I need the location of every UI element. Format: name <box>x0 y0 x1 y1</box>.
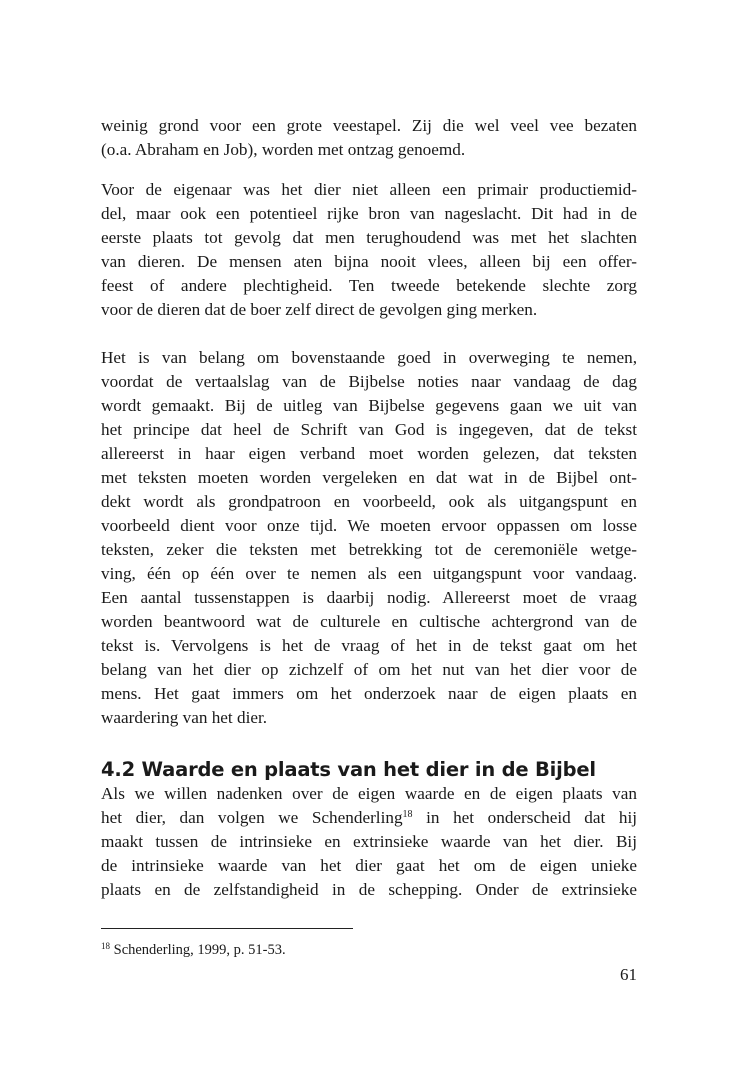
text-line: Voor de eigenaar was het dier niet alleen een primair productiemid- <box>101 180 637 199</box>
text-line: voor de dieren dat de boer zelf direct de gevolgen ging merken. <box>101 300 538 319</box>
paragraph-1 <box>101 114 637 162</box>
text-line: allereerst in haar eigen verband moet worden gelezen, dat teksten <box>101 444 637 463</box>
text-line: Als we willen nadenken over de eigen waarde en de eigen plaats van <box>101 784 637 803</box>
text-line: voordat de vertaalslag van de Bijbelse noties naar vandaag de dag <box>101 372 637 391</box>
text-line: eerste plaats tot gevolg dat men terughoudend was met het slachten <box>101 228 637 247</box>
footnote-text: Schenderling, 1999, p. 51-53. <box>110 942 286 958</box>
footnote-number: 18 <box>101 941 110 951</box>
text-line: (o.a. Abraham en Job), worden met ontzag genoemd. <box>101 140 466 159</box>
text-line: ving, één op één over te nemen als een uitgangspunt voor vandaag. <box>101 564 637 583</box>
text-line: waardering van het dier. <box>101 708 268 727</box>
footnote-divider <box>101 928 353 929</box>
text-line: maakt tussen de intrinsieke en extrinsieke waarde van het dier. Bij <box>101 832 637 851</box>
text-run: in het onderscheid dat hij <box>412 808 637 827</box>
footnote-ref[interactable]: 18 <box>402 809 413 820</box>
text-line: wordt gemaakt. Bij de uitleg van Bijbelse gegevens gaan we uit van <box>101 396 637 415</box>
text-line: het principe dat heel de Schrift van God is ingegeven, dat de tekst <box>101 420 637 439</box>
text-line: del, maar ook een potentieel rijke bron van nageslacht. Dit had in de <box>101 204 637 223</box>
text-line: de intrinsieke waarde van het dier gaat het om de eigen unieke <box>101 856 637 875</box>
text-line: dekt wordt als grondpatroon en voorbeeld, ook als uitgangspunt en <box>101 492 637 511</box>
text-line <box>101 806 637 830</box>
text-line: van dieren. De mensen aten bijna nooit vlees, alleen bij een offer- <box>101 252 637 271</box>
section-paragraph <box>101 782 637 902</box>
text-line: teksten, zeker die teksten met betrekking tot de ceremoniële wetge- <box>101 540 637 559</box>
paragraph-2 <box>101 178 637 322</box>
text-line: belang van het dier op zichzelf of om het nut van het dier voor de <box>101 660 637 679</box>
text-line: mens. Het gaat immers om het onderzoek naar de eigen plaats en <box>101 684 637 703</box>
text-line: weinig grond voor een grote veestapel. Zij die wel veel vee bezaten <box>101 116 637 135</box>
text-line: voorbeeld dient voor onze tijd. We moeten ervoor oppassen om losse <box>101 516 637 535</box>
text-run: het dier, dan volgen we Schenderling <box>101 808 403 827</box>
text-line: worden beantwoord wat de culturele en cultische achtergrond van de <box>101 612 637 631</box>
text-line: feest of andere plechtigheid. Ten tweede betekende slechte zorg <box>101 276 637 295</box>
text-line: Een aantal tussenstappen is daarbij nodig. Allereerst moet de vraag <box>101 588 637 607</box>
text-line: met teksten moeten worden vergeleken en dat wat in de Bijbel ont- <box>101 468 637 487</box>
text-line: Het is van belang om bovenstaande goed in overweging te nemen, <box>101 348 637 367</box>
text-line: plaats en de zelfstandigheid in de schepping. Onder de extrinsieke <box>101 880 637 899</box>
text-line: tekst is. Vervolgens is het de vraag of het in de tekst gaat om het <box>101 636 637 655</box>
page-number: 61 <box>620 965 637 984</box>
footnote <box>101 940 286 960</box>
paragraph-3 <box>101 346 637 730</box>
section-heading: 4.2 Waarde en plaats van het dier in de Bijbel <box>101 758 596 781</box>
